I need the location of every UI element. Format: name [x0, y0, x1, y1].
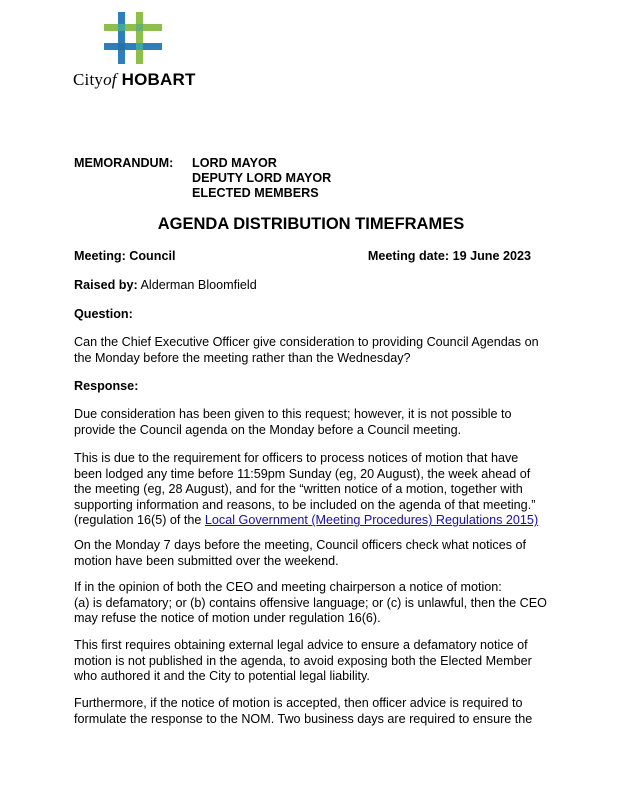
recipient: ELECTED MEMBERS [192, 186, 319, 200]
recipient: LORD MAYOR [192, 156, 277, 170]
text-line: the Monday before the meeting rather than the Wednesday? [74, 350, 411, 365]
text-line: Furthermore, if the notice of motion is accepted, then officer advice is required to [74, 696, 523, 710]
city-of-hobart-logo [73, 12, 196, 92]
response-paragraph-5 [74, 638, 554, 685]
memorandum-label: MEMORANDUM: [74, 156, 174, 170]
logo-city-text: City [73, 70, 104, 89]
text-line: On the Monday 7 days before the meeting, Council officers check what notices of [74, 538, 526, 552]
text-line: If in the opinion of both the CEO and meeting chairperson a notice of motion: [74, 580, 502, 594]
text-line: This first requires obtaining external legal advice to ensure a defamatory notice of [74, 638, 528, 652]
text-line: Due consideration has been given to this request; however, it is not possible to [74, 407, 512, 421]
document-title: AGENDA DISTRIBUTION TIMEFRAMES [157, 215, 465, 233]
text-line: may refuse the notice of motion under regulation 16(6). [74, 611, 381, 626]
text-line: motion have been submitted over the weekend. [74, 553, 339, 568]
memorandum-recipients [192, 156, 331, 201]
text-line: Can the Chief Executive Officer give consideration to providing Council Agendas on [74, 335, 539, 349]
text-line: formulate the response to the NOM. Two business days are required to ensure the [74, 711, 533, 726]
text-line: motion is not published in the agenda, to avoid exposing both the Elected Member [74, 653, 532, 668]
meeting-date: Meeting date: 19 June 2023 [367, 249, 531, 263]
response-paragraph-1 [74, 407, 554, 438]
question-heading: Question: [74, 307, 133, 321]
text-line: who authored it and the City to potential legal liability. [74, 669, 370, 684]
response-paragraph-3 [74, 538, 554, 569]
raised-by-value: Alderman Bloomfield [140, 278, 257, 292]
recipient: DEPUTY LORD MAYOR [192, 171, 332, 185]
response-paragraph-6 [74, 696, 554, 727]
text-line: provide the Council agenda on the Monday before a Council meeting. [74, 422, 462, 437]
logo-wordmark [73, 70, 196, 90]
question-text [74, 335, 554, 366]
text-line: (a) is defamatory; or (b) contains offensive language; or (c) is unlawful, then the CEO [74, 595, 547, 610]
regulation-prefix: (regulation 16(5) of the [74, 513, 205, 528]
text-line: This is due to the requirement for officers to process notices of motion that have [74, 451, 519, 465]
logo-hobart-text: HOBART [121, 70, 196, 89]
hobart-logo-mark-icon [104, 12, 162, 64]
response-paragraph-2 [74, 451, 554, 529]
text-line: supporting information and reasons, to be included on the agenda of that meeting.” [74, 497, 536, 512]
text-line: been lodged any time before 11:59pm Sunday (eg, 20 August), the week ahead of [74, 466, 531, 481]
text-line: the meeting (eg, 28 August), and for the “written notice of a motion, together with [74, 482, 523, 497]
text-line [74, 513, 554, 529]
regulations-link[interactable]: Local Government (Meeting Procedures) Regulations 2015) [204, 513, 539, 528]
meeting-label: Meeting: Council [74, 249, 176, 263]
raised-by-label: Raised by: [74, 278, 138, 292]
logo-of-text: of [103, 70, 117, 89]
raised-by-line [74, 278, 257, 292]
response-heading: Response: [74, 379, 139, 393]
response-paragraph-4 [74, 580, 554, 627]
